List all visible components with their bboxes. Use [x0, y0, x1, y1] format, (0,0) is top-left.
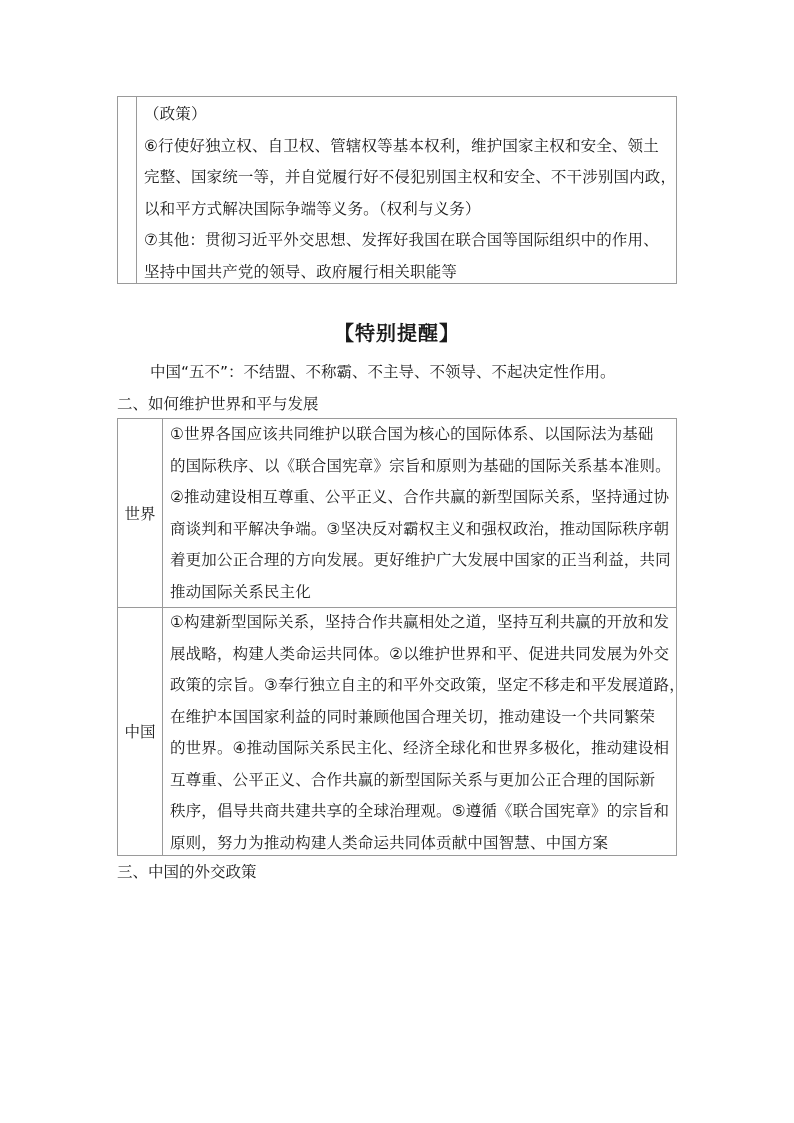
table-label-column	[118, 97, 137, 283]
section-heading-2: 二、如何维护世界和平与发展	[117, 395, 319, 413]
text-line: 商谈判和平解决争端。③坚决反对霸权主义和强权政治，推动国际秩序朝	[170, 519, 670, 538]
text-line: 完整、国家统一等，并自觉履行好不侵犯别国主权和安全、不干涉别国内政，	[144, 168, 677, 186]
text-line: ①构建新型国际关系，坚持合作共赢相处之道，坚持互利共赢的开放和发	[170, 613, 670, 631]
text-line: 的世界。④推动国际关系民主化、经济全球化和世界多极化，推动建设相	[170, 739, 670, 757]
text-line: 秩序，倡导共商共建共享的全球治理观。⑤遵循《联合国宪章》的宗旨和	[170, 802, 670, 820]
text-line: ⑥行使好独立权、自卫权、管辖权等基本权利，维护国家主权和安全、领土	[144, 136, 659, 155]
text-line: 着更加公正合理的方向发展。更好维护广大发展中国家的正当利益，共同	[170, 551, 671, 569]
row-label-world: 世界	[118, 419, 163, 607]
continued-policy-table	[117, 96, 677, 284]
table-content-cell	[144, 99, 677, 288]
text-line: 展战略，构建人类命运共同体。②以维护世界和平、促进共同发展为外交	[170, 644, 670, 663]
section-heading-3: 三、中国的外交政策	[117, 863, 257, 881]
row-content-world	[170, 419, 676, 608]
special-tip-title: 【特别提醒】	[334, 321, 460, 345]
text-line: 的国际秩序、以《联合国宪章》宗旨和原则为基础的国际关系基本准则。	[170, 456, 671, 475]
text-line: 推动国际关系民主化	[170, 582, 311, 601]
text-line: （政策）	[144, 105, 207, 123]
text-line: 互尊重、公平正义、合作共赢的新型国际关系与更加公正合理的国际新	[170, 770, 656, 789]
text-line: 政策的宗旨。③奉行独立自主的和平外交政策，坚定不移走和平发展道路，	[170, 676, 685, 694]
row-content-china	[170, 607, 685, 859]
text-line: 原则，努力为推动构建人类命运共同体贡献中国智慧、中国方案	[170, 833, 609, 852]
text-line: ①世界各国应该共同维护以联合国为核心的国际体系、以国际法为基础	[170, 425, 654, 443]
text-line: 以和平方式解决国际争端等义务。（权利与义务）	[144, 199, 481, 218]
text-line: ②推动建设相互尊重、公平正义、合作共赢的新型国际关系，坚持通过协	[170, 488, 670, 506]
row-label-china: 中国	[118, 607, 163, 855]
special-tip-body: 中国“五不”：不结盟、不称霸、不主导、不领导、不起决定性作用。	[150, 363, 616, 381]
world-peace-table	[117, 418, 685, 856]
text-line: 在维护本国国家利益的同时兼顾他国合理关切，推动建设一个共同繁荣	[170, 707, 656, 726]
table-row-china	[118, 607, 685, 855]
text-line: 坚持中国共产党的领导、政府履行相关职能等	[144, 262, 458, 281]
text-line: ⑦其他：贯彻习近平外交思想、发挥好我国在联合国等国际组织中的作用、	[144, 231, 659, 249]
table-row-world	[118, 419, 676, 608]
